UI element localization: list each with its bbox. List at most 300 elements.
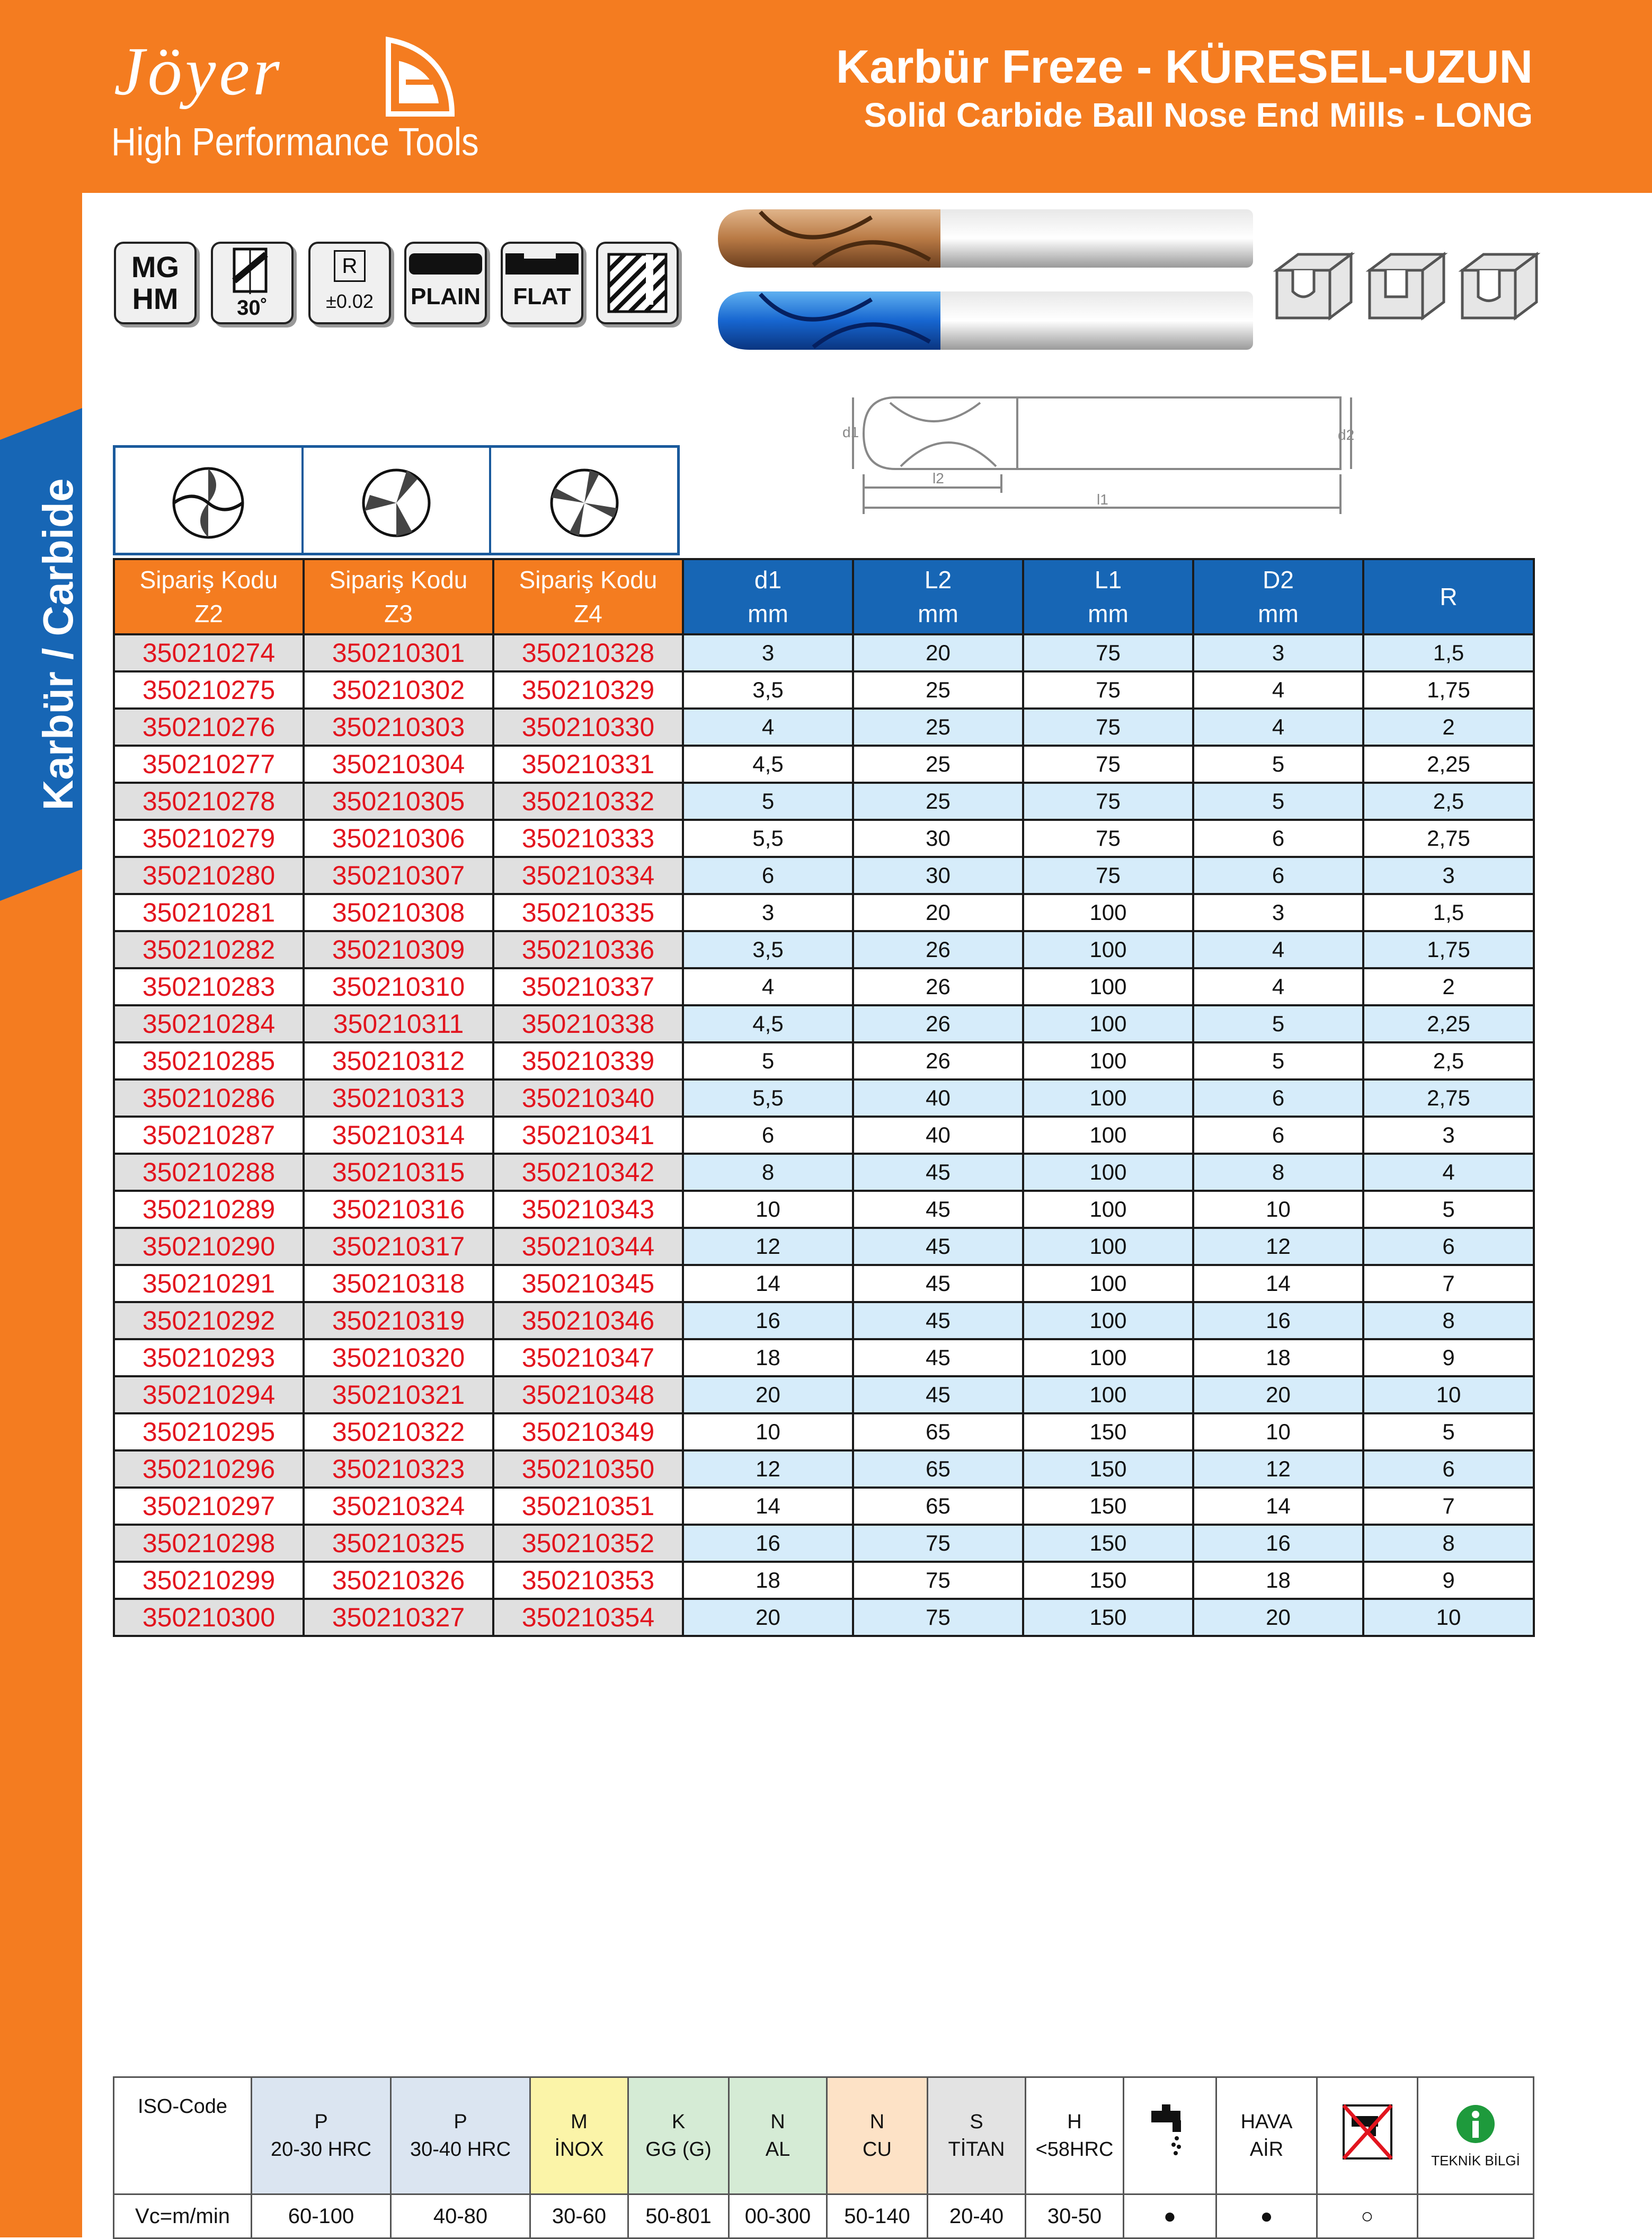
info-cell (1418, 2077, 1534, 2194)
dimension-cell: 20 (853, 894, 1023, 931)
dimension-cell: 10 (1363, 1599, 1534, 1636)
col-header-r: R (1363, 559, 1534, 634)
order-code-cell: 350210338 (493, 1005, 683, 1042)
dimension-cell: 16 (1193, 1302, 1363, 1339)
iso-s: S TİTAN (928, 2077, 1026, 2194)
dimension-cell: 2,75 (1363, 820, 1534, 857)
order-code-cell: 350210326 (304, 1562, 493, 1599)
order-code-cell: 350210341 (493, 1117, 683, 1154)
dimension-cell: 150 (1023, 1599, 1193, 1636)
order-code-cell: 350210319 (304, 1302, 493, 1339)
dimension-cell: 45 (853, 1302, 1023, 1339)
table-row (114, 857, 1534, 894)
dimension-cell: 26 (853, 931, 1023, 968)
order-code-cell: 350210284 (114, 1005, 304, 1042)
dimension-cell: 45 (853, 1154, 1023, 1191)
dimension-cell: 20 (853, 634, 1023, 671)
col-header-d2: D2 mm (1193, 559, 1363, 634)
dimension-cell: 18 (1193, 1562, 1363, 1599)
dimension-cell: 8 (683, 1154, 853, 1191)
two-flute-icon (155, 453, 261, 548)
dimension-cell: 20 (1193, 1376, 1363, 1413)
col-header-d1: d1 mm (683, 559, 853, 634)
order-code-cell: 350210308 (304, 894, 493, 931)
order-code-cell: 350210309 (304, 931, 493, 968)
dimension-cell: 1,5 (1363, 894, 1534, 931)
order-code-cell: 350210350 (493, 1450, 683, 1488)
material-mg-hm-badge (114, 242, 197, 324)
dimension-cell: 100 (1023, 894, 1193, 931)
order-code-cell: 350210325 (304, 1525, 493, 1562)
dimension-cell: 2,5 (1363, 783, 1534, 820)
order-code-cell: 350210277 (114, 746, 304, 783)
dimension-cell: 1,75 (1363, 931, 1534, 968)
dimension-cell: 25 (853, 671, 1023, 709)
vc-label: Vc=m/min (114, 2194, 252, 2238)
dimension-cell: 65 (853, 1450, 1023, 1488)
order-code-cell: 350210279 (114, 820, 304, 857)
l1-label: l1 (1097, 491, 1108, 508)
dimension-cell: 30 (853, 820, 1023, 857)
dimension-cell: 14 (683, 1488, 853, 1525)
order-code-cell: 350210340 (493, 1079, 683, 1117)
order-code-cell: 350210291 (114, 1265, 304, 1302)
order-code-cell: 350210337 (493, 968, 683, 1005)
dimension-cell: 6 (1193, 857, 1363, 894)
d2-label: d2 (1338, 427, 1355, 443)
dimension-cell: 5,5 (683, 820, 853, 857)
vc-k: 50-801 (628, 2194, 729, 2238)
order-code-cell: 350210320 (304, 1339, 493, 1376)
dimension-cell: 65 (853, 1488, 1023, 1525)
order-code-cell: 350210352 (493, 1525, 683, 1562)
dimension-cell: 5 (1363, 1191, 1534, 1228)
dimension-cell: 45 (853, 1265, 1023, 1302)
dimension-cell: 16 (1193, 1525, 1363, 1562)
order-code-cell: 350210327 (304, 1599, 493, 1636)
iso-n-al: N AL (729, 2077, 827, 2194)
dimension-cell: 75 (853, 1562, 1023, 1599)
order-code-cell: 350210300 (114, 1599, 304, 1636)
dimension-cell: 14 (683, 1265, 853, 1302)
four-flute-icon (531, 453, 637, 548)
iso-m: M İNOX (530, 2077, 628, 2194)
order-code-cell: 350210297 (114, 1488, 304, 1525)
tool-photos (697, 201, 1269, 355)
order-code-cell: 350210347 (493, 1339, 683, 1376)
order-code-cell: 350210335 (493, 894, 683, 931)
table-row (114, 1042, 1534, 1079)
helix-angle-label: 30˚ (237, 296, 268, 320)
side-tab-label: Karbür / Carbide (34, 478, 82, 811)
order-code-cell: 350210354 (493, 1599, 683, 1636)
order-code-cell: 350210276 (114, 709, 304, 746)
dimension-cell: 100 (1023, 1154, 1193, 1191)
dimension-cell: 6 (683, 1117, 853, 1154)
shank-plain-badge (404, 242, 487, 324)
table-row (114, 820, 1534, 857)
dimension-cell: 16 (683, 1525, 853, 1562)
order-code-cell: 350210274 (114, 634, 304, 671)
page-subtitle: Solid Carbide Ball Nose End Mills - LONG (864, 96, 1533, 134)
order-code-cell: 350210287 (114, 1117, 304, 1154)
dimension-cell: 4 (1193, 709, 1363, 746)
radius-label: R (334, 250, 366, 282)
order-code-cell: 350210317 (304, 1228, 493, 1265)
three-flute-icon (343, 453, 449, 548)
dimension-cell: 3,5 (683, 931, 853, 968)
dimension-cell: 3,5 (683, 671, 853, 709)
table-row (114, 1599, 1534, 1636)
dimension-cell: 10 (683, 1413, 853, 1450)
table-row (114, 1413, 1534, 1450)
dimension-cell: 45 (853, 1191, 1023, 1228)
dimension-cell: 100 (1023, 1042, 1193, 1079)
flute-sections (113, 445, 680, 555)
dimension-cell: 5 (683, 1042, 853, 1079)
dimension-cell: 10 (1193, 1413, 1363, 1450)
order-code-cell: 350210299 (114, 1562, 304, 1599)
order-code-cell: 350210289 (114, 1191, 304, 1228)
iso-n-cu: N CU (827, 2077, 928, 2194)
dimension-cell: 26 (853, 1042, 1023, 1079)
dimension-cell: 100 (1023, 1191, 1193, 1228)
dimension-cell: 3 (1193, 894, 1363, 931)
dimension-cell: 7 (1363, 1488, 1534, 1525)
order-code-cell: 350210304 (304, 746, 493, 783)
order-code-cell: 350210316 (304, 1191, 493, 1228)
iso-p2: P 30-40 HRC (391, 2077, 530, 2194)
order-code-cell: 350210324 (304, 1488, 493, 1525)
brand-tagline: High Performance Tools (111, 120, 479, 164)
spec-table (113, 558, 1535, 1637)
workpiece-icons (1266, 238, 1542, 334)
dimension-cell: 1,75 (1363, 671, 1534, 709)
order-code-cell: 350210293 (114, 1339, 304, 1376)
dimension-cell: 25 (853, 783, 1023, 820)
order-code-cell: 350210275 (114, 671, 304, 709)
hatched-cut-icon (598, 244, 677, 322)
dimension-cell: 100 (1023, 931, 1193, 968)
dimension-cell: 6 (1363, 1450, 1534, 1488)
dimension-cell: 18 (683, 1339, 853, 1376)
col-header-z2: Sipariş Kodu Z2 (114, 559, 304, 634)
order-code-cell: 350210298 (114, 1525, 304, 1562)
order-code-cell: 350210286 (114, 1079, 304, 1117)
order-code-cell: 350210328 (493, 634, 683, 671)
dimension-cell: 14 (1193, 1265, 1363, 1302)
vc-h: 30-50 (1026, 2194, 1124, 2238)
table-row (114, 894, 1534, 931)
dimension-cell: 16 (683, 1302, 853, 1339)
dimension-cell: 8 (1363, 1302, 1534, 1339)
dimension-cell: 150 (1023, 1562, 1193, 1599)
vc-m: 30-60 (530, 2194, 628, 2238)
dimension-cell: 100 (1023, 1079, 1193, 1117)
dimension-cell: 45 (853, 1228, 1023, 1265)
iso-code-label: ISO-Code (114, 2077, 252, 2194)
table-header-row (114, 559, 1534, 634)
vc-s: 20-40 (928, 2194, 1026, 2238)
vc-n-cu: 50-140 (827, 2194, 928, 2238)
d1-label: d1 (842, 424, 859, 440)
info-mark (1418, 2194, 1534, 2238)
table-row (114, 1339, 1534, 1376)
order-code-cell: 350210294 (114, 1376, 304, 1413)
flute-z4-cell (491, 448, 677, 553)
dimension-cell: 100 (1023, 968, 1193, 1005)
helix-angle-badge (211, 242, 294, 324)
dimension-cell: 45 (853, 1376, 1023, 1413)
dimension-cell: 6 (1363, 1228, 1534, 1265)
col-header-l2: L2 mm (853, 559, 1023, 634)
dimension-cell: 12 (683, 1228, 853, 1265)
order-code-cell: 350210323 (304, 1450, 493, 1488)
dimension-cell: 100 (1023, 1265, 1193, 1302)
dimension-cell: 8 (1363, 1525, 1534, 1562)
tool-dimension-drawing (842, 387, 1359, 525)
order-code-cell: 350210282 (114, 931, 304, 968)
dimension-cell: 4 (1193, 931, 1363, 968)
vc-row (114, 2194, 1534, 2238)
helix-icon (213, 244, 291, 297)
order-code-cell: 350210348 (493, 1376, 683, 1413)
shank-flat-badge (501, 242, 583, 324)
table-row (114, 783, 1534, 820)
dimension-cell: 75 (1023, 820, 1193, 857)
dimension-cell: 18 (683, 1562, 853, 1599)
dimension-cell: 26 (853, 968, 1023, 1005)
table-row (114, 1450, 1534, 1488)
dimension-cell: 8 (1193, 1154, 1363, 1191)
table-row (114, 709, 1534, 746)
material-line1: MG (131, 250, 180, 284)
order-code-cell: 350210285 (114, 1042, 304, 1079)
dimension-cell: 20 (1193, 1599, 1363, 1636)
dimension-cell: 3 (683, 634, 853, 671)
dimension-cell: 7 (1363, 1265, 1534, 1302)
flat-shank-icon (503, 244, 581, 281)
brand-name: Jöyer (114, 33, 283, 110)
dimension-cell: 75 (1023, 746, 1193, 783)
dimension-cell: 3 (683, 894, 853, 931)
iso-k: K GG (G) (628, 2077, 729, 2194)
dimension-cell: 100 (1023, 1339, 1193, 1376)
material-line2: HM (132, 282, 179, 315)
info-label: TEKNİK BİLGİ (1431, 2153, 1520, 2169)
order-code-cell: 350210312 (304, 1042, 493, 1079)
dimension-cell: 5 (1193, 783, 1363, 820)
order-code-cell: 350210331 (493, 746, 683, 783)
order-code-cell: 350210313 (304, 1079, 493, 1117)
dimension-cell: 3 (1193, 634, 1363, 671)
dimension-cell: 5,5 (683, 1079, 853, 1117)
dimension-cell: 5 (1363, 1413, 1534, 1450)
dimension-cell: 9 (1363, 1562, 1534, 1599)
shank-flat-label: FLAT (513, 284, 571, 309)
order-code-cell: 350210333 (493, 820, 683, 857)
dimension-cell: 100 (1023, 1376, 1193, 1413)
order-code-cell: 350210315 (304, 1154, 493, 1191)
order-code-cell: 350210306 (304, 820, 493, 857)
table-row (114, 1376, 1534, 1413)
table-row (114, 1005, 1534, 1042)
brand-logo-icon (380, 34, 460, 119)
dimension-cell: 5 (683, 783, 853, 820)
dimension-cell: 2,25 (1363, 746, 1534, 783)
table-row (114, 1562, 1534, 1599)
hatch-badge (596, 242, 679, 324)
col-header-z4: Sipariş Kodu Z4 (493, 559, 683, 634)
dimension-cell: 75 (1023, 783, 1193, 820)
dimension-cell: 100 (1023, 1302, 1193, 1339)
dimension-cell: 4 (1193, 671, 1363, 709)
order-code-cell: 350210321 (304, 1376, 493, 1413)
dimension-cell: 12 (683, 1450, 853, 1488)
order-code-cell: 350210353 (493, 1562, 683, 1599)
iso-h: H <58HRC (1026, 2077, 1124, 2194)
dimension-cell: 12 (1193, 1228, 1363, 1265)
order-code-cell: 350210343 (493, 1191, 683, 1228)
order-code-cell: 350210314 (304, 1117, 493, 1154)
plain-shank-icon (406, 244, 485, 281)
iso-cutting-table (113, 2076, 1534, 2239)
dimension-cell: 4 (683, 709, 853, 746)
order-code-cell: 350210336 (493, 931, 683, 968)
order-code-cell: 350210302 (304, 671, 493, 709)
info-icon (1454, 2103, 1497, 2145)
iso-p1: P 20-30 HRC (252, 2077, 391, 2194)
table-row (114, 931, 1534, 968)
dimension-cell: 75 (1023, 634, 1193, 671)
page-title: Karbür Freze - KÜRESEL-UZUN (836, 40, 1533, 93)
dimension-cell: 3 (1363, 1117, 1534, 1154)
dimension-cell: 20 (683, 1376, 853, 1413)
dimension-cell: 75 (853, 1599, 1023, 1636)
l2-label: l2 (932, 470, 944, 486)
order-code-cell: 350210329 (493, 671, 683, 709)
order-code-cell: 350210344 (493, 1228, 683, 1265)
dimension-cell: 150 (1023, 1525, 1193, 1562)
dimension-cell: 100 (1023, 1005, 1193, 1042)
table-row (114, 1191, 1534, 1228)
dimension-cell: 6 (1193, 820, 1363, 857)
dimension-cell: 45 (853, 1339, 1023, 1376)
dimension-cell: 150 (1023, 1450, 1193, 1488)
coolant-mark: ● (1124, 2194, 1216, 2238)
col-header-l1: L1 mm (1023, 559, 1193, 634)
dimension-cell: 3 (1363, 857, 1534, 894)
dimension-cell: 20 (683, 1599, 853, 1636)
dimension-cell: 2 (1363, 968, 1534, 1005)
dimension-cell: 4 (1363, 1154, 1534, 1191)
coolant-tap-icon (1146, 2100, 1194, 2164)
no-coolant-icon (1336, 2100, 1399, 2164)
dimension-cell: 4,5 (683, 746, 853, 783)
dimension-cell: 100 (1023, 1228, 1193, 1265)
dimension-cell: 25 (853, 746, 1023, 783)
order-code-cell: 350210342 (493, 1154, 683, 1191)
dimension-cell: 6 (1193, 1079, 1363, 1117)
dimension-cell: 9 (1363, 1339, 1534, 1376)
table-row (114, 968, 1534, 1005)
dry-mark: ○ (1317, 2194, 1418, 2238)
table-row (114, 1302, 1534, 1339)
order-code-cell: 350210346 (493, 1302, 683, 1339)
order-code-cell: 350210349 (493, 1413, 683, 1450)
dimension-cell: 4 (1193, 968, 1363, 1005)
dimension-cell: 5 (1193, 746, 1363, 783)
table-row (114, 1525, 1534, 1562)
order-code-cell: 350210351 (493, 1488, 683, 1525)
table-row (114, 746, 1534, 783)
dimension-cell: 75 (853, 1525, 1023, 1562)
vc-n-al: 00-300 (729, 2194, 827, 2238)
dimension-cell: 25 (853, 709, 1023, 746)
dimension-cell: 40 (853, 1117, 1023, 1154)
radius-tolerance-badge (308, 242, 391, 324)
vc-p2: 40-80 (391, 2194, 530, 2238)
order-code-cell: 350210310 (304, 968, 493, 1005)
table-row (114, 1488, 1534, 1525)
dimension-cell: 75 (1023, 671, 1193, 709)
dimension-cell: 10 (1193, 1191, 1363, 1228)
table-row (114, 1079, 1534, 1117)
radius-tolerance: ±0.02 (326, 290, 374, 312)
dimension-cell: 75 (1023, 857, 1193, 894)
table-row (114, 1154, 1534, 1191)
dimension-cell: 14 (1193, 1488, 1363, 1525)
dimension-cell: 30 (853, 857, 1023, 894)
air-cell: HAVA AİR (1216, 2077, 1317, 2194)
table-row (114, 634, 1534, 671)
table-row (114, 1265, 1534, 1302)
order-code-cell: 350210278 (114, 783, 304, 820)
order-code-cell: 350210307 (304, 857, 493, 894)
order-code-cell: 350210283 (114, 968, 304, 1005)
dimension-cell: 5 (1193, 1042, 1363, 1079)
dimension-cell: 2,25 (1363, 1005, 1534, 1042)
flute-z3-cell (304, 448, 492, 553)
col-header-z3: Sipariş Kodu Z3 (304, 559, 493, 634)
dimension-cell: 75 (1023, 709, 1193, 746)
order-code-cell: 350210330 (493, 709, 683, 746)
order-code-cell: 350210280 (114, 857, 304, 894)
order-code-cell: 350210345 (493, 1265, 683, 1302)
order-code-cell: 350210318 (304, 1265, 493, 1302)
order-code-cell: 350210292 (114, 1302, 304, 1339)
order-code-cell: 350210334 (493, 857, 683, 894)
table-row (114, 1117, 1534, 1154)
dimension-cell: 40 (853, 1079, 1023, 1117)
dimension-cell: 10 (683, 1191, 853, 1228)
dimension-cell: 150 (1023, 1413, 1193, 1450)
order-code-cell: 350210311 (304, 1005, 493, 1042)
order-code-cell: 350210301 (304, 634, 493, 671)
dimension-cell: 12 (1193, 1450, 1363, 1488)
iso-header-row (114, 2077, 1534, 2194)
dimension-cell: 2 (1363, 709, 1534, 746)
dimension-cell: 6 (683, 857, 853, 894)
flute-z2-cell (116, 448, 304, 553)
table-row (114, 1228, 1534, 1265)
dimension-cell: 2,75 (1363, 1079, 1534, 1117)
coolant-cell (1124, 2077, 1216, 2194)
order-code-cell: 350210339 (493, 1042, 683, 1079)
dimension-cell: 5 (1193, 1005, 1363, 1042)
dimension-cell: 2,5 (1363, 1042, 1534, 1079)
dimension-cell: 1,5 (1363, 634, 1534, 671)
